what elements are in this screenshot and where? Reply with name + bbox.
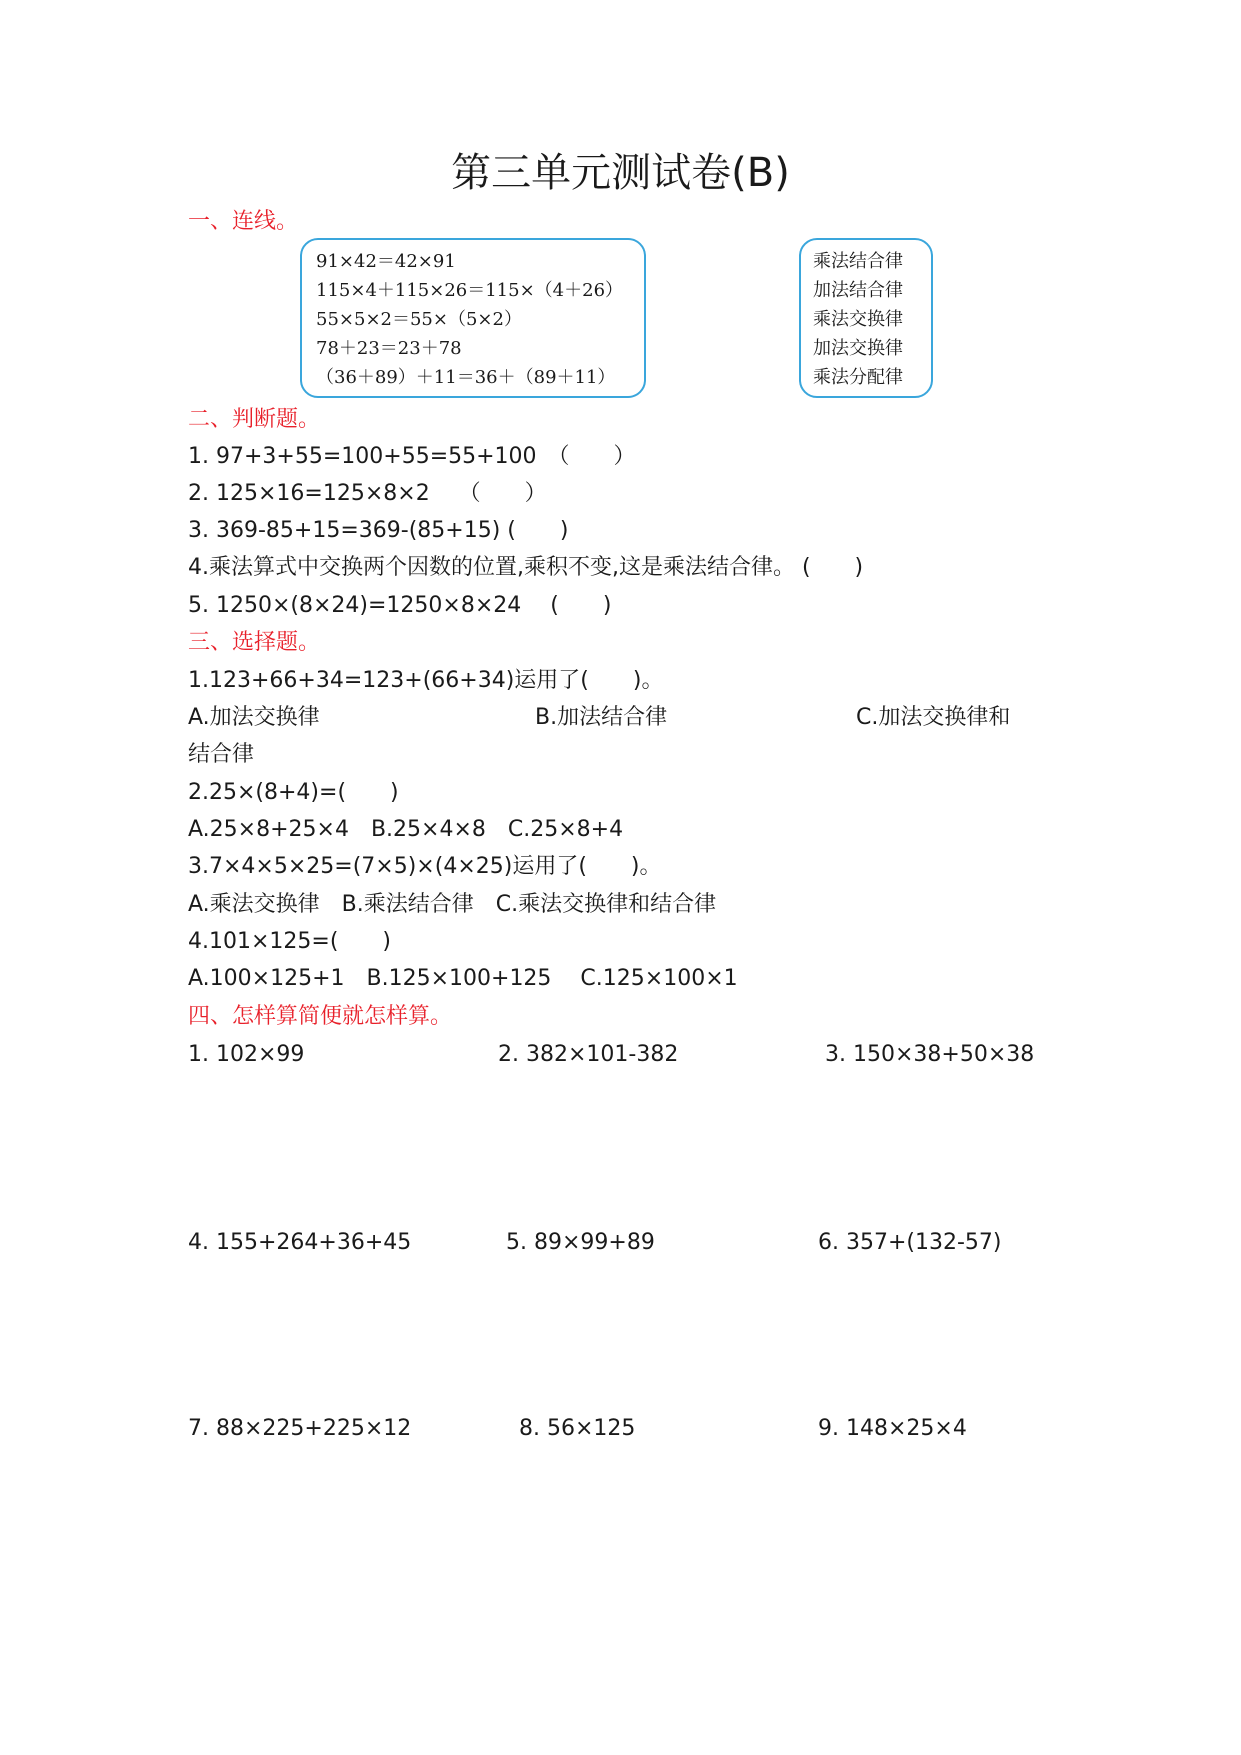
law-4: 加法交换律: [813, 338, 903, 359]
judge-item-3: 3. 369-85+15=369-(85+15) ( ): [188, 518, 569, 543]
choice-q2-options: A.25×8+25×4 B.25×4×8 C.25×8+4: [188, 817, 624, 842]
calc-item-2: 2. 382×101-382: [498, 1042, 679, 1067]
calc-item-1: 1. 102×99: [188, 1042, 305, 1067]
choice-q3-stem: 3.7×4×5×25=(7×5)×(4×25)运用了( )。: [188, 854, 662, 879]
right-laws-box: [799, 238, 933, 398]
left-expression-1: 91×42＝42×91: [316, 251, 456, 272]
calc-item-8: 8. 56×125: [519, 1416, 636, 1441]
left-expression-3: 55×5×2＝55×（5×2）: [316, 309, 522, 330]
choice-q3-options: A.乘法交换律 B.乘法结合律 C.乘法交换律和结合律: [188, 892, 717, 917]
law-5: 乘法分配律: [813, 367, 903, 388]
left-expression-2: 115×4＋115×26＝115×（4＋26）: [316, 280, 624, 301]
law-2: 加法结合律: [813, 280, 903, 301]
left-expression-4: 78＋23＝23＋78: [316, 338, 462, 359]
judge-item-5: 5. 1250×(8×24)=1250×8×24 ( ): [188, 593, 612, 618]
calc-item-6: 6. 357+(132-57): [818, 1230, 1002, 1255]
choice-q2-stem: 2.25×(8+4)=( ): [188, 780, 399, 805]
choice-q1-option-c: C.加法交换律和: [856, 705, 1011, 730]
section3-heading: 三、选择题。: [188, 630, 321, 655]
judge-item-4: 4.乘法算式中交换两个因数的位置,乘积不变,这是乘法结合律。 ( ): [188, 555, 864, 580]
choice-q1-stem: 1.123+66+34=123+(66+34)运用了( )。: [188, 668, 664, 693]
law-3: 乘法交换律: [813, 309, 903, 330]
choice-q1-option-a: A.加法交换律: [188, 705, 320, 730]
choice-q1-option-b: B.加法结合律: [535, 705, 668, 730]
calc-item-9: 9. 148×25×4: [818, 1416, 967, 1441]
law-1: 乘法结合律: [813, 251, 903, 272]
judge-item-1: 1. 97+3+55=100+55=55+100 （ ）: [188, 444, 636, 469]
choice-q4-stem: 4.101×125=( ): [188, 929, 392, 954]
calc-item-4: 4. 155+264+36+45: [188, 1230, 412, 1255]
section2-heading: 二、判断题。: [188, 407, 321, 432]
calc-item-5: 5. 89×99+89: [506, 1230, 655, 1255]
left-expression-5: （36＋89）＋11＝36＋（89＋11）: [316, 367, 616, 388]
page-title: 第三单元测试卷(B): [451, 150, 790, 196]
choice-q1-option-c-continued: 结合律: [188, 742, 255, 767]
calc-item-7: 7. 88×225+225×12: [188, 1416, 412, 1441]
left-expressions-box: [300, 238, 646, 398]
judge-item-2: 2. 125×16=125×8×2 （ ）: [188, 481, 547, 506]
section1-heading: 一、连线。: [188, 209, 299, 234]
section4-heading: 四、怎样算简便就怎样算。: [188, 1004, 453, 1029]
calc-item-3: 3. 150×38+50×38: [825, 1042, 1035, 1067]
choice-q4-options: A.100×125+1 B.125×100+125 C.125×100×1: [188, 966, 738, 991]
